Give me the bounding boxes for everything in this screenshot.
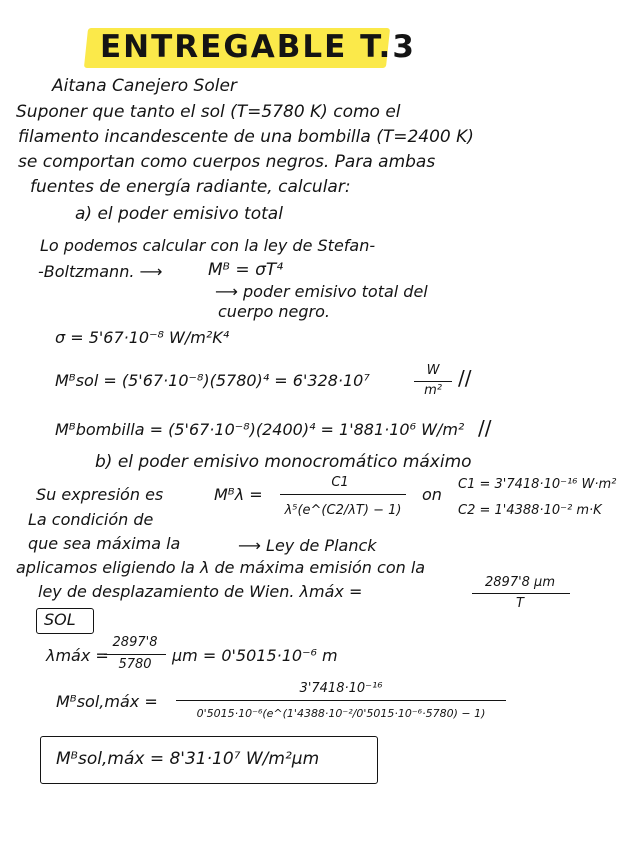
lambda-max-numerator: 2897'8 [112,635,158,650]
sol-unit-numerator: W [426,363,440,378]
intro-line-3: se comportan como cuerpos negros. Para ambas [18,152,436,172]
lambda-max-denominator: 5780 [118,657,152,672]
final-result: Mᴮsol,máx = 8'31·10⁷ W/m²μm [56,749,320,769]
page-title: ENTREGABLE T.3 [100,29,416,65]
sol-unit-denominator: m² [424,383,442,398]
lambda-max-label: λmáx = [46,646,109,665]
lambda-max-result: μm = 0'5015·10⁻⁶ m [172,646,338,665]
part-a-line-2: -Boltzmann. ⟶ [38,262,163,281]
wien-numerator: 2897'8 μm [485,575,555,590]
planck-numerator: C1 [331,475,349,490]
part-a-line-1: Lo podemos calcular con la ley de Stefan- [40,236,376,255]
intro-line-2: filamento incandescente de una bombilla (T=2400 K) [18,127,474,147]
c2-constant: C2 = 1'4388·10⁻² m·K [458,503,602,518]
wien-fraction-bar [472,593,570,594]
sol-result-mark: // [458,366,472,390]
intro-line-1: Suponer que tanto el sol (T=5780 K) como el [16,102,401,122]
m-sol-max-fraction-bar [176,700,506,701]
stefan-note-2: cuerpo negro. [218,302,330,321]
lambda-max-fraction-bar [104,654,166,655]
condition-line-1: La condición de [28,510,154,529]
wien-apply-line-1: aplicamos eligiendo la λ de máxima emisión con la [16,558,426,577]
sol-tag: SOL [44,610,76,629]
planck-on: on [422,485,442,504]
m-sol-max-numerator: 3'7418·10⁻¹⁶ [299,681,383,696]
part-a-heading: a) el poder emisivo total [75,204,283,224]
c1-constant: C1 = 3'7418·10⁻¹⁶ W·m² [458,477,617,492]
condition-line-2: que sea máxima la [28,534,181,553]
stefan-note-1: ⟶ poder emisivo total del [215,282,428,301]
wien-apply-line-2: ley de desplazamiento de Wien. λmáx = [38,582,363,601]
stefan-formula: Mᴮ = σT⁴ [208,260,284,280]
sol-unit-fraction-bar [414,381,452,382]
m-lambda-label: Mᴮλ = [214,485,263,504]
part-b-heading: b) el poder emisivo monocromático máximo [95,452,472,472]
wien-denominator: T [516,596,524,611]
planck-intro: Su expresión es [36,485,164,504]
sol-total-emissive: Mᴮsol = (5'67·10⁻⁸)(5780)⁴ = 6'328·10⁷ [55,371,370,390]
bombilla-total-emissive: Mᴮbombilla = (5'67·10⁻⁸)(2400)⁴ = 1'881·10⁶ W/m² [55,420,465,439]
bombilla-result-mark: // [478,416,492,440]
intro-line-4: fuentes de energía radiante, calcular: [30,177,351,197]
m-sol-max-label: Mᴮsol,máx = [56,692,158,711]
planck-denominator: λ⁵(e^(C2/λT) − 1) [284,503,402,518]
author-name: Aitana Canejero Soler [52,76,237,96]
planck-fraction-bar [280,494,406,495]
m-sol-max-denominator: 0'5015·10⁻⁶(e^(1'4388·10⁻²/0'5015·10⁻⁶·5780) − 1) [196,707,486,720]
planck-law-label: ⟶ Ley de Planck [238,536,377,555]
sigma-constant: σ = 5'67·10⁻⁸ W/m²K⁴ [55,328,230,347]
